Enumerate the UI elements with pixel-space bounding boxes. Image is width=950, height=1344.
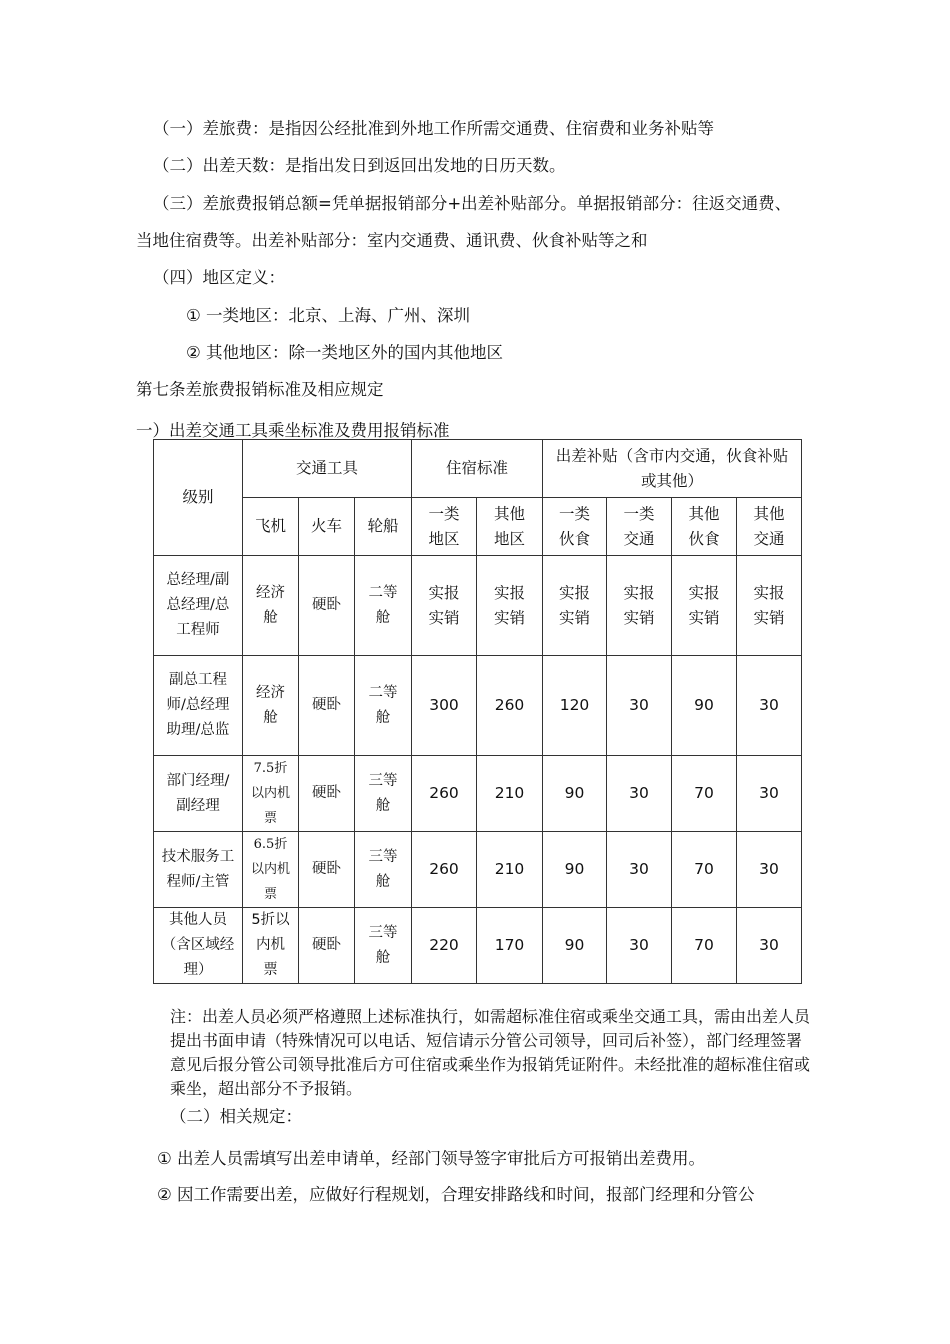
travel-standard-table — [153, 439, 802, 984]
row-meal-other: 70 — [672, 756, 737, 832]
row-lodge-tier-one: 220 — [412, 908, 477, 984]
row-transport-other: 实报实销 — [737, 556, 802, 656]
table-row — [154, 656, 802, 756]
row-lodge-tier-one: 实报实销 — [412, 556, 477, 656]
header-transport-tier-one: 一类交通 — [607, 498, 672, 556]
row-ship: 二等舱 — [355, 556, 412, 656]
row-level: 其他人员（含区域经理） — [154, 908, 243, 984]
rule-1: ① 出差人员需填写出差申请单，经部门领导签字审批后方可报销出差费用。 — [157, 1149, 706, 1168]
header-meal-tier-one: 一类伙食 — [543, 498, 607, 556]
row-plane: 6.5折以内机票 — [243, 832, 299, 908]
row-ship: 二等舱 — [355, 656, 412, 756]
row-meal-other: 实报实销 — [672, 556, 737, 656]
row-meal-other: 70 — [672, 908, 737, 984]
header-lodge-other: 其他地区 — [477, 498, 543, 556]
definition-regions: （四）地区定义： — [153, 268, 285, 287]
row-lodge-other: 170 — [477, 908, 543, 984]
row-transport-tier-one: 30 — [607, 656, 672, 756]
definition-travel-days: （二）出差天数：是指出发日到返回出发地的日历天数。 — [153, 156, 566, 175]
row-train: 硬卧 — [299, 756, 355, 832]
row-lodge-tier-one: 260 — [412, 832, 477, 908]
row-ship: 三等舱 — [355, 832, 412, 908]
definition-total-amount-line2: 当地住宿费等。出差补贴部分：室内交通费、通讯费、伙食补贴等之和 — [136, 231, 648, 250]
row-lodge-other: 210 — [477, 832, 543, 908]
row-ship: 三等舱 — [355, 908, 412, 984]
row-level: 副总工程师/总经理助理/总监 — [154, 656, 243, 756]
row-meal-other: 70 — [672, 832, 737, 908]
row-meal-tier-one: 90 — [543, 756, 607, 832]
header-train: 火车 — [299, 498, 355, 556]
row-transport-other: 30 — [737, 908, 802, 984]
row-transport-other: 30 — [737, 756, 802, 832]
row-meal-other: 90 — [672, 656, 737, 756]
row-transport-tier-one: 实报实销 — [607, 556, 672, 656]
row-meal-tier-one: 120 — [543, 656, 607, 756]
header-lodging: 住宿标准 — [412, 440, 543, 498]
row-level: 部门经理/副经理 — [154, 756, 243, 832]
header-plane: 飞机 — [243, 498, 299, 556]
definition-total-amount-line1: （三）差旅费报销总额=凭单据报销部分+出差补贴部分。单据报销部分：往返交通费、 — [153, 194, 792, 213]
table-row — [154, 908, 802, 984]
row-plane: 经济舱 — [243, 556, 299, 656]
row-lodge-tier-one: 300 — [412, 656, 477, 756]
row-train: 硬卧 — [299, 656, 355, 756]
region-tier-one: ① 一类地区：北京、上海、广州、深圳 — [186, 306, 471, 325]
header-meal-other: 其他伙食 — [672, 498, 737, 556]
region-other: ② 其他地区：除一类地区外的国内其他地区 — [186, 343, 504, 362]
header-transport-other: 其他交通 — [737, 498, 802, 556]
row-meal-tier-one: 90 — [543, 832, 607, 908]
row-lodge-other: 210 — [477, 756, 543, 832]
row-plane: 5折以内机票 — [243, 908, 299, 984]
table-row — [154, 832, 802, 908]
row-transport-tier-one: 30 — [607, 832, 672, 908]
table-row — [154, 756, 802, 832]
section-1-title: 一）出差交通工具乘坐标准及费用报销标准 — [136, 421, 450, 440]
row-meal-tier-one: 实报实销 — [543, 556, 607, 656]
row-plane: 经济舱 — [243, 656, 299, 756]
row-meal-tier-one: 90 — [543, 908, 607, 984]
row-train: 硬卧 — [299, 832, 355, 908]
header-transport: 交通工具 — [243, 440, 412, 498]
row-transport-other: 30 — [737, 656, 802, 756]
header-ship: 轮船 — [355, 498, 412, 556]
header-level: 级别 — [154, 440, 243, 556]
header-allowance: 出差补贴（含市内交通，伙食补贴或其他） — [543, 440, 802, 498]
row-level: 总经理/副总经理/总工程师 — [154, 556, 243, 656]
table-note: 注：出差人员必须严格遵照上述标准执行，如需超标准住宿或乘坐交通工具，需由出差人员提出书面申请（特殊情况可以电话、短信请示分管公司领导，回司后补签），部门经理签署意见后报分管公司领导批准后方可住宿或乘坐作为报销凭证附件。未经批准的超标准住宿或乘坐，超出部分不予报销。 — [170, 1007, 811, 1098]
row-transport-tier-one: 30 — [607, 756, 672, 832]
row-train: 硬卧 — [299, 908, 355, 984]
row-lodge-tier-one: 260 — [412, 756, 477, 832]
rule-2: ② 因工作需要出差，应做好行程规划，合理安排路线和时间，报部门经理和分管公 — [157, 1185, 755, 1204]
table-row — [154, 556, 802, 656]
row-train: 硬卧 — [299, 556, 355, 656]
section-2-title: （二）相关规定： — [170, 1107, 302, 1126]
header-lodge-tier-one: 一类地区 — [412, 498, 477, 556]
definition-travel-expense: （一）差旅费：是指因公经批准到外地工作所需交通费、住宿费和业务补贴等 — [153, 119, 714, 138]
row-plane: 7.5折以内机票 — [243, 756, 299, 832]
row-ship: 三等舱 — [355, 756, 412, 832]
article-7-title: 第七条差旅费报销标准及相应规定 — [136, 380, 384, 399]
row-transport-other: 30 — [737, 832, 802, 908]
row-level: 技术服务工程师/主管 — [154, 832, 243, 908]
row-transport-tier-one: 30 — [607, 908, 672, 984]
row-lodge-other: 260 — [477, 656, 543, 756]
row-lodge-other: 实报实销 — [477, 556, 543, 656]
